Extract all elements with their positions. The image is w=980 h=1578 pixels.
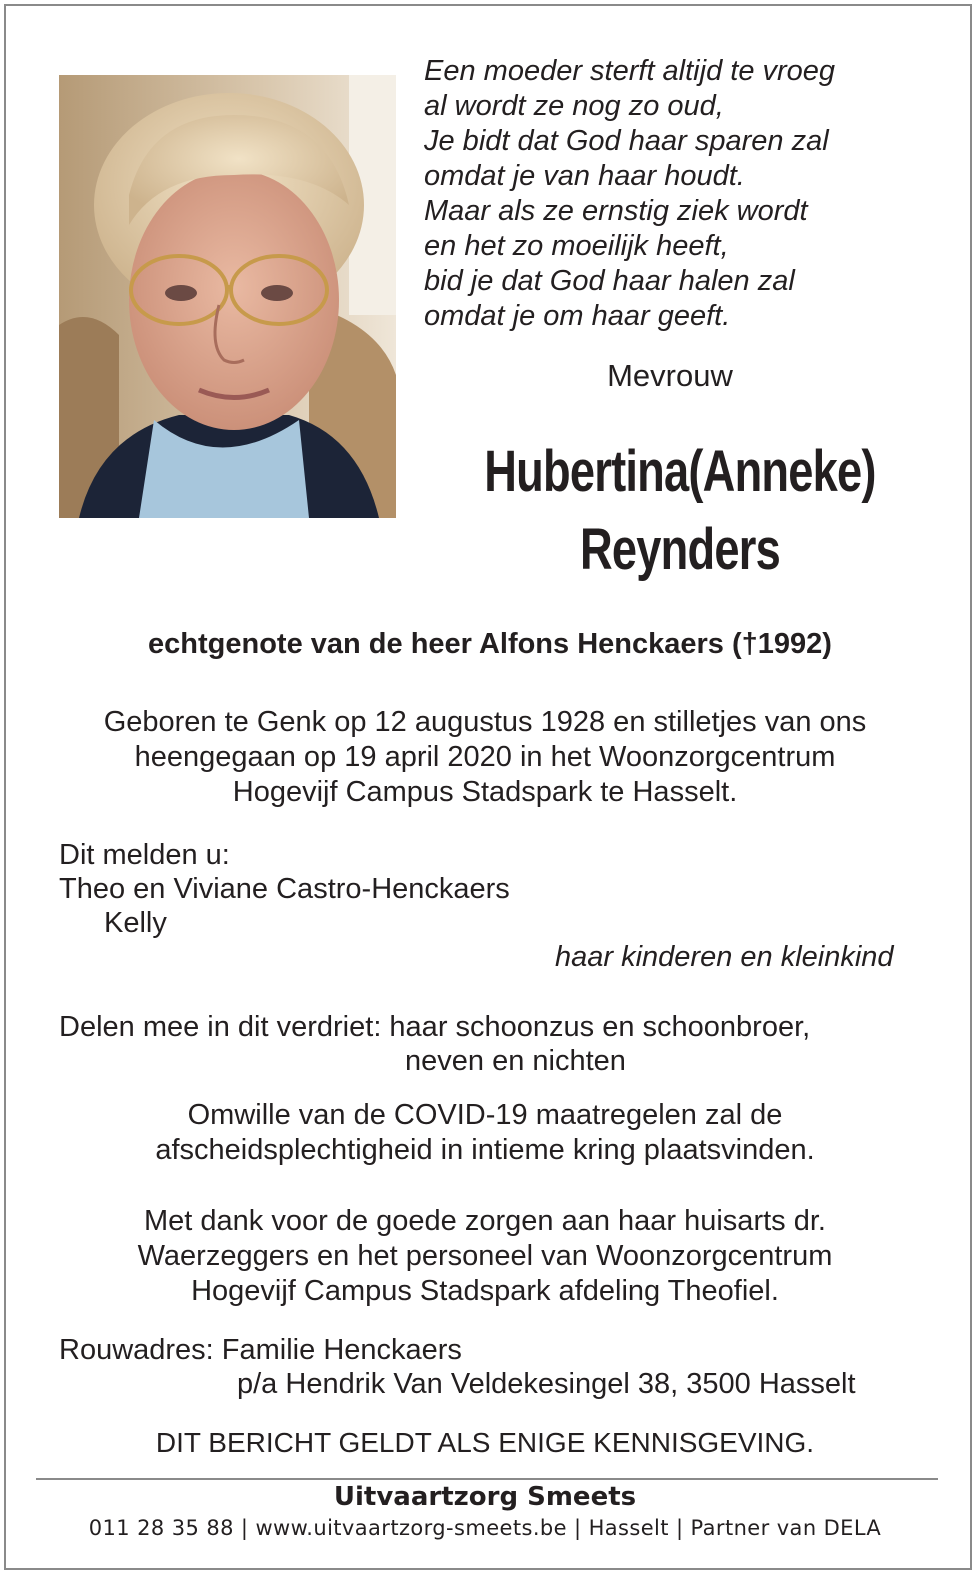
undertaker-name: Uitvaartzorg Smeets — [333, 1482, 637, 1512]
poem-line: en het zo moeilijk heeft, — [424, 230, 729, 262]
text-line: Met dank voor de goede zorgen aan haar huisarts dr. — [144, 1205, 826, 1237]
text-line: Omwille van de COVID-19 maatregelen zal de — [187, 1099, 783, 1131]
portrait-photo — [59, 75, 396, 518]
salutation: Mevrouw — [607, 358, 733, 393]
text-line: Hogevijf Campus Stadspark afdeling Theofiel. — [191, 1275, 779, 1307]
undertaker-contact: 011 28 35 88 | www.uitvaartzorg-smeets.be | Hasselt | Partner van DELA — [88, 1516, 882, 1540]
mourning-address-street: p/a Hendrik Van Veldekesingel 38, 3500 Hasselt — [237, 1368, 856, 1400]
covid-paragraph — [20, 1098, 950, 1168]
text-line: Waerzeggers en het personeel van Woonzorgcentrum — [137, 1240, 833, 1272]
birth-death-paragraph — [20, 705, 950, 810]
footer-divider — [36, 1478, 938, 1480]
relation-label: haar kinderen en kleinkind — [555, 941, 894, 973]
poem-line: Maar als ze ernstig ziek wordt — [424, 195, 808, 227]
poem-line: omdat je om haar geeft. — [424, 300, 731, 332]
mourning-address-label: Rouwadres: Familie Henckaers — [59, 1334, 462, 1366]
grandchild-name: Kelly — [104, 907, 167, 939]
poem-line: Een moeder sterft altijd te vroeg — [424, 55, 836, 87]
text-line: Hogevijf Campus Stadspark te Hasselt. — [232, 776, 738, 808]
announce-intro: Dit melden u: — [59, 839, 230, 871]
share-grief-line: Delen mee in dit verdriet: haar schoonzus en schoonbroer, — [59, 1011, 811, 1043]
children-names: Theo en Viviane Castro-Henckaers — [59, 873, 510, 905]
spouse-line: echtgenote van de heer Alfons Henckaers (†1992) — [148, 628, 832, 660]
notice-line: DIT BERICHT GELDT ALS ENIGE KENNISGEVING. — [155, 1427, 815, 1458]
poem-line: al wordt ze nog zo oud, — [424, 90, 724, 122]
deceased-first-name: Hubertina(Anneke) — [484, 439, 876, 504]
text-line: afscheidsplechtigheid in intieme kring plaatsvinden. — [155, 1134, 815, 1166]
text-line: Geboren te Genk op 12 augustus 1928 en stilletjes van ons — [103, 706, 867, 738]
poem-line: Je bidt dat God haar sparen zal — [424, 125, 829, 157]
deceased-last-name: Reynders — [580, 517, 780, 582]
thanks-paragraph — [20, 1204, 950, 1309]
text-line: heengegaan op 19 april 2020 in het Woonzorgcentrum — [134, 741, 836, 773]
poem-line: omdat je van haar houdt. — [424, 160, 745, 192]
poem-line: bid je dat God haar halen zal — [424, 265, 795, 297]
poem — [424, 54, 954, 334]
share-grief-line-2: neven en nichten — [405, 1045, 626, 1077]
